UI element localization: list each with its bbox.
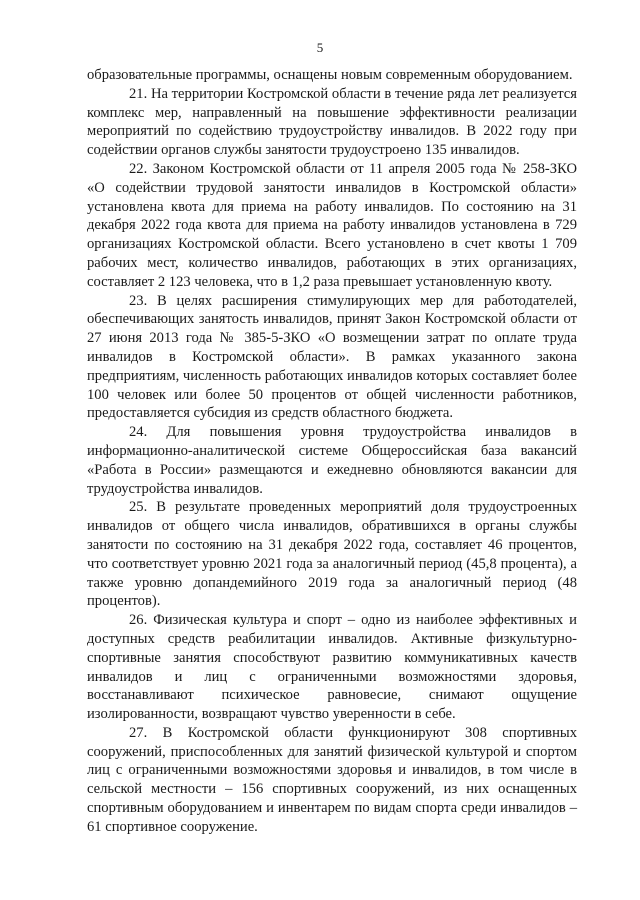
paragraph-26: 26. Физическая культура и спорт – одно из наиболее эффективных и доступных средств реабилитации инвалидов. Активные физкультурно-спортивные занятия способствуют развитию коммуникативных качеств инвалидов и лиц с ограниченными возможностями здоровья, восстанавливают психическое равновесие, снимают ощущение изолированности, возвращают чувство уверенности в себе.: [87, 612, 577, 723]
paragraph-25: 25. В результате проведенных мероприятий доля трудоустроенных инвалидов от общего числа инвалидов, обратившихся в органы службы занятости по состоянию на 31 декабря 2022 года, составляет 46 процентов, что соответствует уровню 2021 года за аналогичный период (45,8 процента), а также уровню допандемийного 2019 года за аналогичный период (48 процентов).: [87, 499, 577, 610]
paragraph-24: 24. Для повышения уровня трудоустройства инвалидов в информационно-аналитической системе Общероссийская база вакансий «Работа в России» размещаются и ежедневно обновляются вакансии для трудоустройства инвалидов.: [87, 424, 577, 497]
paragraph-22: 22. Законом Костромской области от 11 апреля 2005 года № 258-ЗКО «О содействии трудовой занятости инвалидов в Костромской области» установлена квота для приема на работу инвалидов. По состоянию на 31 декабря 2022 года квота для приема на работу инвалидов установлена в 729 организациях Костромской области. Всего установлено в счет квоты 1 709 рабочих мест, количество инвалидов, работающих в этих организациях, составляет 2 123 человека, что в 1,2 раза превышает установленную квоту.: [87, 160, 577, 290]
page-number: 5: [316, 40, 324, 55]
paragraph-23: 23. В целях расширения стимулирующих мер для работодателей, обеспечивающих занятость инвалидов, принят Закон Костромской области от 27 июня 2013 года № 385-5-ЗКО «О возмещении затрат по оплате труда инвалидов в Костромской области». В рамках указанного закона предприятиям, численность работающих инвалидов которых составляет более 100 человек или более 50 процентов от общей численности работников, предоставляется субсидия из средств областного бюджета.: [87, 292, 577, 422]
document-body: [87, 66, 577, 837]
paragraph-continuation: образовательные программы, оснащены новым современным оборудованием.: [87, 67, 573, 83]
paragraph-27: 27. В Костромской области функционируют 308 спортивных сооружений, приспособленных для занятий физической культурой и спортом лиц с ограниченными возможностями здоровья и инвалидов, в том числе в сельской местности – 156 спортивных сооружений, из них оснащенных спортивным оборудованием и инвентарем по видам спорта среди инвалидов – 61 спортивное сооружение.: [87, 724, 577, 835]
paragraph-21: 21. На территории Костромской области в течение ряда лет реализуется комплекс мер, направленный на повышение эффективности реализации мероприятий по содействию трудоустройству инвалидов. В 2022 году при содействии органов службы занятости трудоустроено 135 инвалидов.: [87, 85, 577, 159]
